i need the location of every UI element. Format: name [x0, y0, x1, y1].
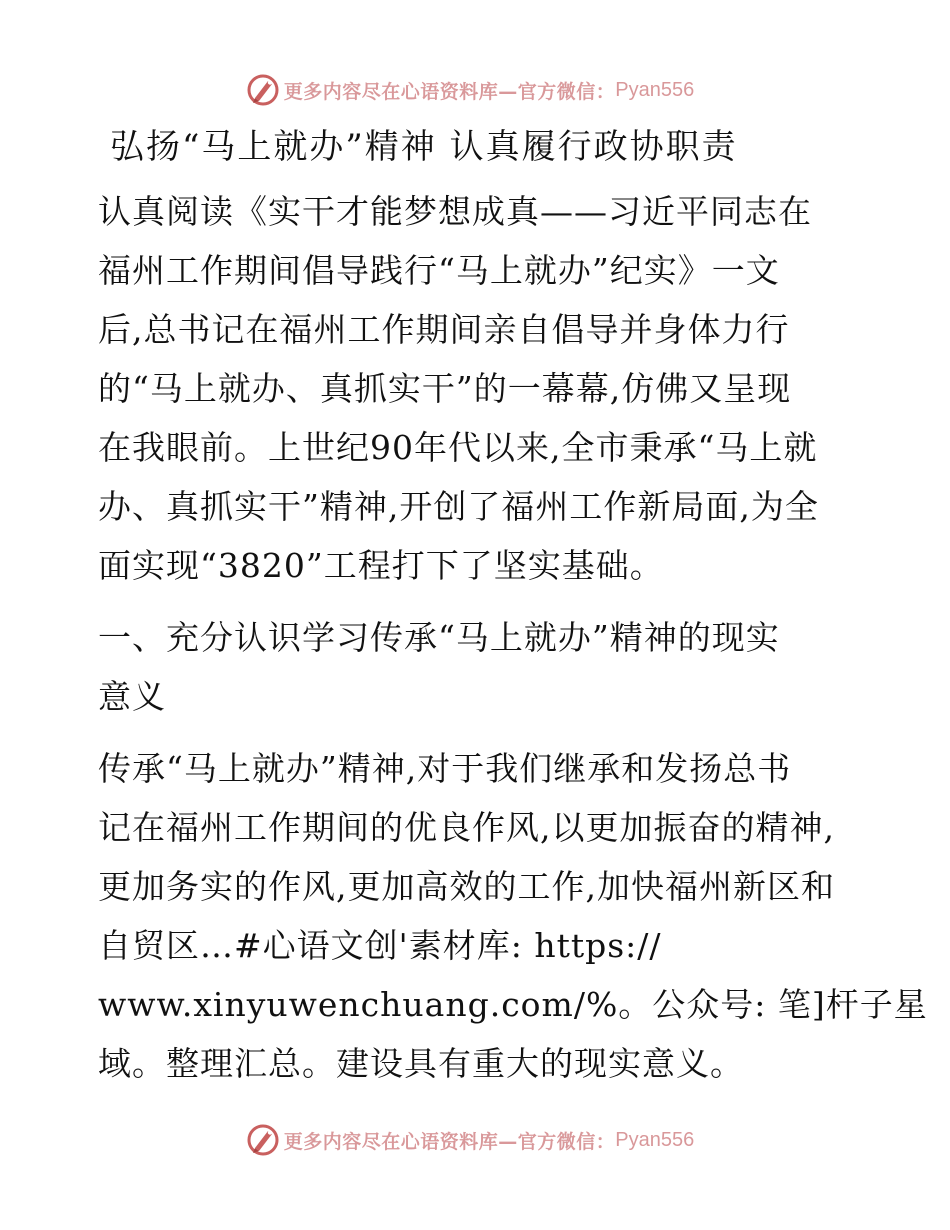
document-body — [98, 123, 928, 1093]
watermark-group — [246, 1123, 694, 1157]
text-line: 自贸区…#心语文创'素材库: https:// — [98, 926, 662, 965]
text-line: 一、充分认识学习传承“马上就办”精神的现实 — [98, 618, 780, 657]
watermark-banner-bottom — [0, 1120, 950, 1160]
text-line: 在我眼前。上世纪90年代以来,全市秉承“马上就 — [98, 428, 818, 467]
watermark-wechat-id: Pyan556 — [615, 1128, 695, 1151]
text-line: 传承“马上就办”精神,对于我们继承和发扬总书 — [98, 749, 792, 788]
watermark-group — [246, 73, 694, 107]
text-line: 福州工作期间倡导践行“马上就办”纪实》一文 — [98, 251, 780, 290]
pen-logo-icon — [246, 1123, 280, 1157]
text-line: 意义 — [98, 677, 166, 716]
section-heading — [98, 608, 858, 726]
document-title: 弘扬“马上就办”精神 认真履行政协职责 — [110, 127, 738, 167]
text-line: 认真阅读《实干才能梦想成真——习近平同志在 — [98, 192, 812, 231]
watermark-wechat-id: Pyan556 — [615, 78, 695, 101]
pen-logo-icon — [246, 73, 280, 107]
text-line: 域。整理汇总。建设具有重大的现实意义。 — [98, 1044, 744, 1083]
text-line: 更加务实的作风,更加高效的工作,加快福州新区和 — [98, 867, 835, 906]
text-line: 后,总书记在福州工作期间亲自倡导并身体力行 — [98, 310, 790, 349]
watermark-text: 更多内容尽在心语资料库—官方微信： — [283, 80, 616, 103]
text-line: 记在福州工作期间的优良作风,以更加振奋的精神, — [98, 808, 835, 847]
paragraph-intro — [98, 182, 858, 595]
text-line: 的“马上就办、真抓实干”的一幕幕,仿佛又呈现 — [98, 369, 792, 408]
text-line: 办、真抓实干”精神,开创了福州工作新局面,为全 — [98, 487, 819, 526]
watermark-text: 更多内容尽在心语资料库—官方微信： — [283, 1130, 616, 1153]
text-line: www.xinyuwenchuang.com/%。公众号: 笔]杆子星 — [98, 985, 928, 1024]
watermark-banner-top — [0, 70, 950, 110]
paragraph-body — [98, 739, 928, 1093]
text-line: 面实现“3820”工程打下了坚实基础。 — [98, 546, 664, 585]
